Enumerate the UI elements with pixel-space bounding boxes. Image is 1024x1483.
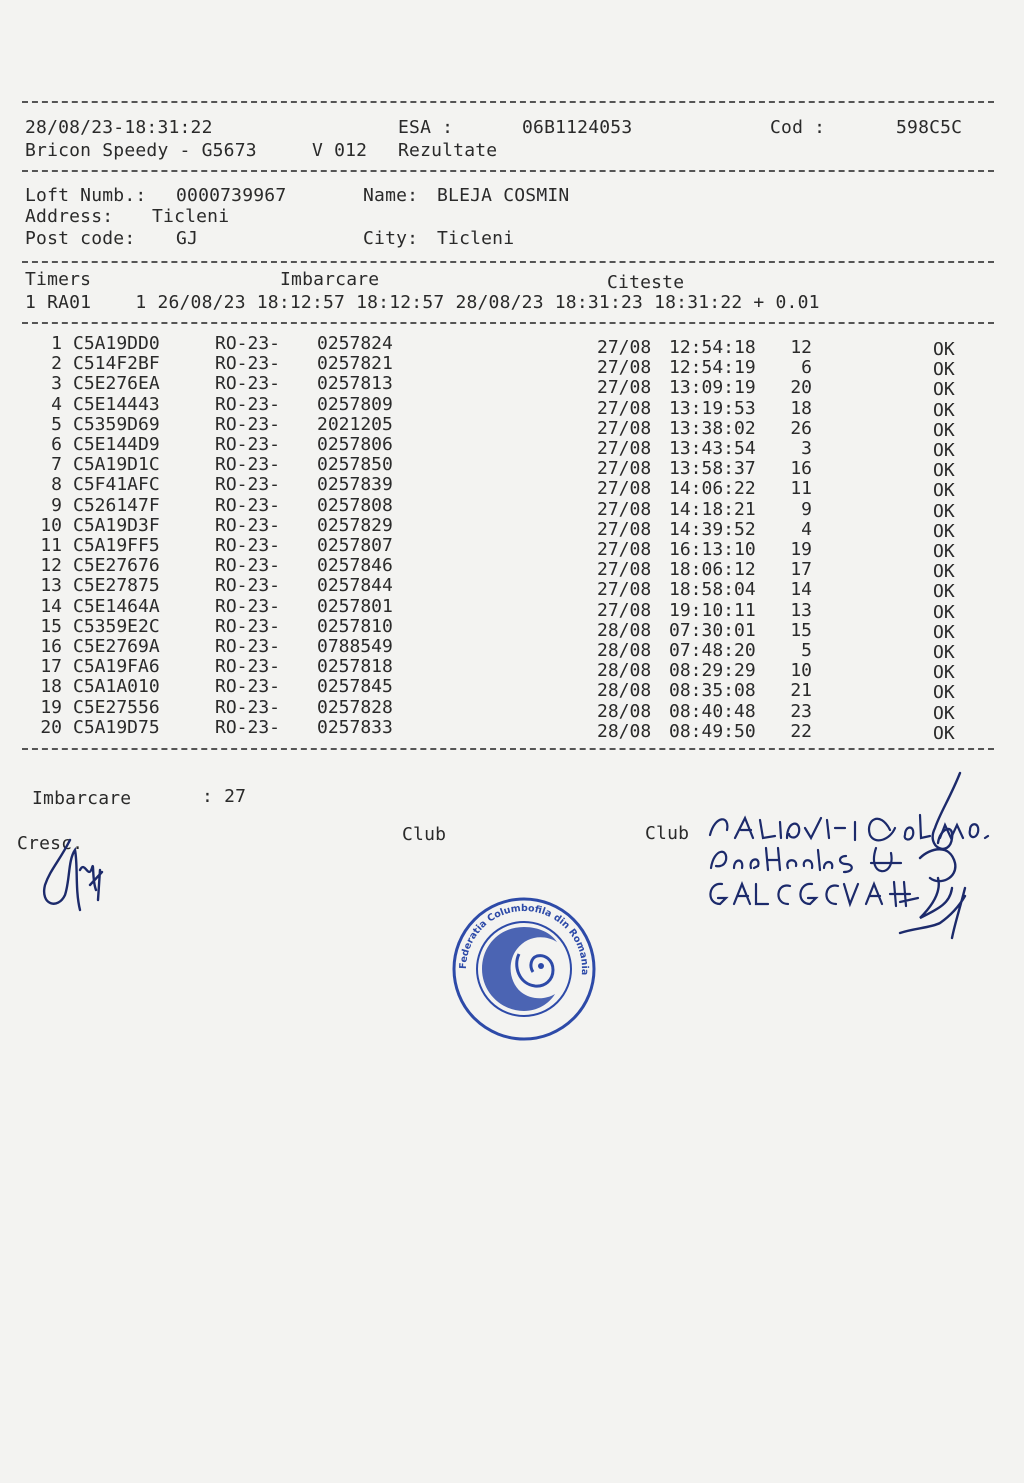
row-ring-number: 0257808 (317, 494, 393, 516)
row-rank: 16 (790, 458, 812, 480)
row-chip-id: C5A1A010 (73, 676, 160, 698)
row-chip-id: C5E14443 (73, 393, 160, 415)
row-rank: 21 (790, 680, 812, 702)
report-mode: Rezultate (398, 140, 498, 161)
row-ring-number: 0257818 (317, 656, 393, 678)
row-date: 27/08 (597, 478, 652, 500)
row-chip-id: C526147F (73, 494, 160, 516)
row-ring-number: 0257839 (317, 474, 393, 496)
row-rank: 14 (790, 579, 812, 601)
row-rank: 4 (801, 518, 812, 540)
row-status: OK (933, 359, 955, 381)
row-time: 08:40:48 (669, 700, 756, 722)
row-rank: 19 (790, 539, 812, 560)
row-ring-prefix: RO-23- (215, 716, 281, 738)
row-time: 13:19:53 (669, 397, 756, 419)
row-chip-id: C514F2BF (73, 353, 160, 375)
row-number: 1 (51, 333, 62, 354)
row-date: 27/08 (597, 377, 652, 399)
device-version: V 012 (312, 140, 368, 161)
row-date: 28/08 (597, 680, 652, 702)
row-status: OK (933, 419, 955, 441)
row-date: 27/08 (597, 498, 652, 520)
row-number: 4 (51, 393, 62, 415)
row-number: 15 (40, 615, 62, 637)
row-number: 5 (51, 413, 62, 435)
row-rank: 17 (790, 559, 812, 581)
row-rank: 23 (790, 700, 812, 722)
club-signature-right (880, 768, 990, 948)
club-label-left: Club (402, 824, 447, 845)
row-ring-prefix: RO-23- (215, 636, 281, 657)
row-number: 18 (40, 676, 62, 698)
row-chip-id: C5A19FF5 (73, 535, 160, 556)
row-ring-number: 0257801 (317, 595, 393, 617)
row-date: 27/08 (597, 518, 652, 540)
row-time: 14:06:22 (669, 478, 756, 500)
cod-value: 598C5C (896, 117, 963, 138)
row-chip-id: C5A19D1C (73, 454, 160, 476)
cresc-label: Cresc. (17, 833, 84, 854)
separator-loft (22, 261, 994, 263)
row-status: OK (933, 399, 955, 421)
address-value: Ticleni (152, 206, 230, 227)
row-time: 08:49:50 (669, 720, 756, 742)
row-number: 10 (40, 514, 62, 536)
row-date: 27/08 (597, 417, 652, 439)
separator-header (22, 170, 994, 172)
row-ring-number: 2021205 (317, 413, 393, 435)
row-ring-number: 0257844 (317, 575, 393, 597)
address-label: Address: (25, 206, 114, 227)
row-ring-number: 0257824 (317, 333, 393, 354)
row-rank: 22 (790, 720, 812, 742)
row-rank: 9 (801, 498, 812, 520)
citeste-header: Citeste (607, 272, 685, 293)
row-number: 20 (40, 716, 62, 738)
row-ring-prefix: RO-23- (215, 514, 281, 536)
row-chip-id: C5A19FA6 (73, 656, 160, 678)
imbarcare-total-value: : 27 (202, 786, 247, 807)
row-ring-number: 0257828 (317, 696, 393, 718)
row-date: 28/08 (597, 640, 652, 661)
post-code-label: Post code: (25, 228, 136, 249)
row-number: 12 (40, 555, 62, 577)
timer-line: 1 RA01 1 26/08/23 18:12:57 18:12:57 28/08/23 18:31:23 18:31:22 + 0.01 (25, 292, 820, 313)
row-chip-id: C5E1464A (73, 595, 160, 617)
row-date: 28/08 (597, 660, 652, 682)
row-chip-id: C5E2769A (73, 636, 160, 657)
row-number: 6 (51, 434, 62, 455)
row-number: 13 (40, 575, 62, 597)
row-ring-prefix: RO-23- (215, 535, 281, 556)
header-datetime: 28/08/23-18:31:22 (25, 117, 213, 138)
row-date: 27/08 (597, 458, 652, 480)
row-number: 17 (40, 656, 62, 678)
row-time: 13:43:54 (669, 438, 756, 459)
row-rank: 11 (790, 478, 812, 500)
row-status: OK (933, 621, 955, 643)
row-date: 27/08 (597, 337, 652, 358)
club-label-right: Club (645, 823, 690, 844)
row-status: OK (933, 520, 955, 542)
loft-numb-value: 0000739967 (176, 185, 287, 206)
row-date: 28/08 (597, 700, 652, 722)
federation-stamp (449, 894, 599, 1044)
row-chip-id: C5E27875 (73, 575, 160, 597)
row-status: OK (933, 379, 955, 401)
row-ring-prefix: RO-23- (215, 373, 281, 395)
row-time: 13:38:02 (669, 417, 756, 439)
row-number: 19 (40, 696, 62, 718)
row-rank: 26 (790, 417, 812, 439)
imbarcare-header: Imbarcare (280, 269, 380, 290)
row-chip-id: C5E144D9 (73, 434, 160, 455)
row-status: OK (933, 682, 955, 704)
row-ring-prefix: RO-23- (215, 413, 281, 435)
separator-timers (22, 322, 994, 324)
row-ring-number: 0257810 (317, 615, 393, 637)
row-status: OK (933, 480, 955, 502)
row-ring-prefix: RO-23- (215, 615, 281, 637)
row-status: OK (933, 339, 955, 360)
row-number: 14 (40, 595, 62, 617)
row-date: 27/08 (597, 539, 652, 560)
row-ring-prefix: RO-23- (215, 555, 281, 577)
row-rank: 10 (790, 660, 812, 682)
row-ring-number: 0257846 (317, 555, 393, 577)
row-status: OK (933, 561, 955, 583)
row-ring-number: 0257813 (317, 373, 393, 395)
device-name: Bricon Speedy - G5673 (25, 140, 257, 161)
row-ring-number: 0257821 (317, 353, 393, 375)
row-chip-id: C5E27556 (73, 696, 160, 718)
loft-numb-label: Loft Numb.: (25, 185, 147, 206)
row-number: 2 (51, 353, 62, 375)
row-rank: 3 (801, 438, 812, 459)
row-ring-number: 0257845 (317, 676, 393, 698)
row-time: 16:13:10 (669, 539, 756, 560)
row-number: 11 (40, 535, 62, 556)
row-chip-id: C5359D69 (73, 413, 160, 435)
imbarcare-total-label: Imbarcare (32, 788, 132, 809)
row-number: 8 (51, 474, 62, 496)
cresc-signature (30, 830, 110, 930)
row-status: OK (933, 500, 955, 522)
row-ring-number: 0257829 (317, 514, 393, 536)
row-date: 27/08 (597, 599, 652, 621)
row-rank: 6 (801, 357, 812, 379)
row-rank: 5 (801, 640, 812, 661)
row-time: 19:10:11 (669, 599, 756, 621)
row-ring-prefix: RO-23- (215, 353, 281, 375)
row-ring-number: 0257833 (317, 716, 393, 738)
row-status: OK (933, 460, 955, 482)
row-ring-prefix: RO-23- (215, 434, 281, 455)
row-time: 14:18:21 (669, 498, 756, 520)
row-time: 13:58:37 (669, 458, 756, 480)
row-rank: 15 (790, 619, 812, 641)
row-date: 28/08 (597, 720, 652, 742)
row-ring-number: 0788549 (317, 636, 393, 657)
row-time: 18:58:04 (669, 579, 756, 601)
row-chip-id: C5F41AFC (73, 474, 160, 496)
row-status: OK (933, 722, 955, 744)
cod-label: Cod : (770, 117, 826, 138)
city-value: Ticleni (437, 228, 515, 249)
row-ring-prefix: RO-23- (215, 656, 281, 678)
row-ring-prefix: RO-23- (215, 575, 281, 597)
row-number: 3 (51, 373, 62, 395)
row-ring-prefix: RO-23- (215, 494, 281, 516)
row-chip-id: C5A19D75 (73, 716, 160, 738)
row-date: 27/08 (597, 438, 652, 459)
separator-table-end (22, 748, 994, 750)
row-date: 27/08 (597, 579, 652, 601)
row-status: OK (933, 601, 955, 623)
row-ring-prefix: RO-23- (215, 474, 281, 496)
row-number: 16 (40, 636, 62, 657)
row-time: 07:48:20 (669, 640, 756, 661)
stamp-text: Federatia Columbofila din Romania (457, 902, 591, 976)
row-status: OK (933, 642, 955, 663)
row-ring-prefix: RO-23- (215, 333, 281, 354)
post-code-value: GJ (176, 228, 199, 249)
row-chip-id: C5E27676 (73, 555, 160, 577)
row-date: 28/08 (597, 619, 652, 641)
row-rank: 20 (790, 377, 812, 399)
row-ring-number: 0257850 (317, 454, 393, 476)
row-time: 08:29:29 (669, 660, 756, 682)
row-time: 18:06:12 (669, 559, 756, 581)
separator-top (22, 101, 994, 103)
row-ring-number: 0257807 (317, 535, 393, 556)
row-date: 27/08 (597, 357, 652, 379)
row-rank: 18 (790, 397, 812, 419)
row-ring-prefix: RO-23- (215, 595, 281, 617)
row-ring-prefix: RO-23- (215, 676, 281, 698)
row-time: 12:54:18 (669, 337, 756, 358)
timers-label: Timers (25, 269, 92, 290)
row-chip-id: C5359E2C (73, 615, 160, 637)
row-ring-prefix: RO-23- (215, 454, 281, 476)
row-rank: 12 (790, 337, 812, 358)
row-date: 27/08 (597, 559, 652, 581)
row-chip-id: C5A19DD0 (73, 333, 160, 354)
row-chip-id: C5A19D3F (73, 514, 160, 536)
row-ring-number: 0257809 (317, 393, 393, 415)
row-ring-prefix: RO-23- (215, 696, 281, 718)
row-number: 9 (51, 494, 62, 516)
row-time: 14:39:52 (669, 518, 756, 540)
row-number: 7 (51, 454, 62, 476)
esa-label: ESA : (398, 117, 454, 138)
row-status: OK (933, 662, 955, 684)
row-time: 13:09:19 (669, 377, 756, 399)
row-ring-prefix: RO-23- (215, 393, 281, 415)
name-label: Name: (363, 185, 419, 206)
name-value: BLEJA COSMIN (437, 185, 570, 206)
row-time: 07:30:01 (669, 619, 756, 641)
row-status: OK (933, 702, 955, 724)
row-chip-id: C5E276EA (73, 373, 160, 395)
row-time: 12:54:19 (669, 357, 756, 379)
row-status: OK (933, 440, 955, 461)
row-date: 27/08 (597, 397, 652, 419)
row-status: OK (933, 581, 955, 603)
row-status: OK (933, 541, 955, 562)
row-rank: 13 (790, 599, 812, 621)
esa-value: 06B1124053 (522, 117, 633, 138)
row-ring-number: 0257806 (317, 434, 393, 455)
city-label: City: (363, 228, 419, 249)
row-time: 08:35:08 (669, 680, 756, 702)
